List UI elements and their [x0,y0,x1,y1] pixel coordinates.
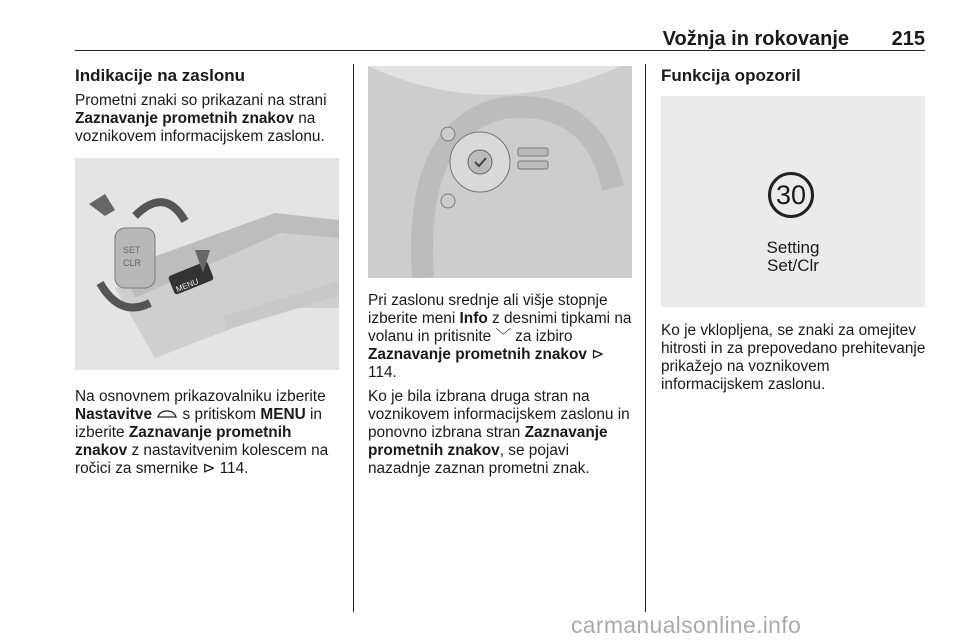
column-3 [661,66,927,92]
column-1-lower [75,388,341,484]
paragraph: Ko je bila izbrana druga stran na voznikovem informacijskem zaslonu in ponovno izbrana stran Zaznavanje prometnih znakov, se pojavi nazadnje zaznan prometni znak. [368,388,630,477]
page-header [75,28,925,51]
paragraph: Pri zaslonu srednje ali višje stopnje izberite meni Info z desnimi tipkami na volanu in pritisnite ﹀ za izbiro Zaznavanje prometnih znakov ⊳ 114. [368,292,632,381]
column-1 [75,66,341,152]
stalk-figure [75,158,339,370]
reference-arrow-icon: ⊳ [202,460,216,477]
car-settings-icon [156,408,178,420]
column-2 [368,292,634,484]
section-heading: Funkcija opozoril [661,66,801,85]
section-heading: Indikacije na zaslonu [75,66,246,85]
column-divider [353,64,354,612]
fig-label-clr: CLR [123,258,142,268]
header-title: Vožnja in rokovanje [662,28,849,50]
paragraph: Prometni znaki so prikazani na strani Zaznavanje prometnih znakov na voznikovem informacijskem zaslonu. [75,92,327,145]
setclr-label: Set/Clr [767,256,819,275]
reference-arrow-icon: ⊳ [591,346,605,363]
fig-label-set: SET [123,245,141,255]
page-number: 215 [891,28,925,50]
speed-limit-sign: 30 [768,172,814,218]
column-divider [645,64,646,612]
chevron-down-icon: ﹀ [495,328,511,345]
steering-wheel-figure [368,66,632,278]
watermark: carmanualsonline.info [571,612,802,638]
column-3-lower [661,322,927,400]
paragraph: Ko je vklopljena, se znaki za omejitev hitrosti in za prepovedano prehitevanje prikažejo na voznikovem informacijskem zaslonu. [661,322,926,393]
setting-label: Setting [766,238,820,257]
fig-label-menu: MENU [174,276,200,295]
display-figure [661,96,925,307]
paragraph: Na osnovnem prikazovalniku izberite Nastavitve s pritiskom MENU in izberite Zaznavanje prometnih znakov z nastavitvenim kolescem na ročici za smernike ⊳ 114. [75,388,329,477]
